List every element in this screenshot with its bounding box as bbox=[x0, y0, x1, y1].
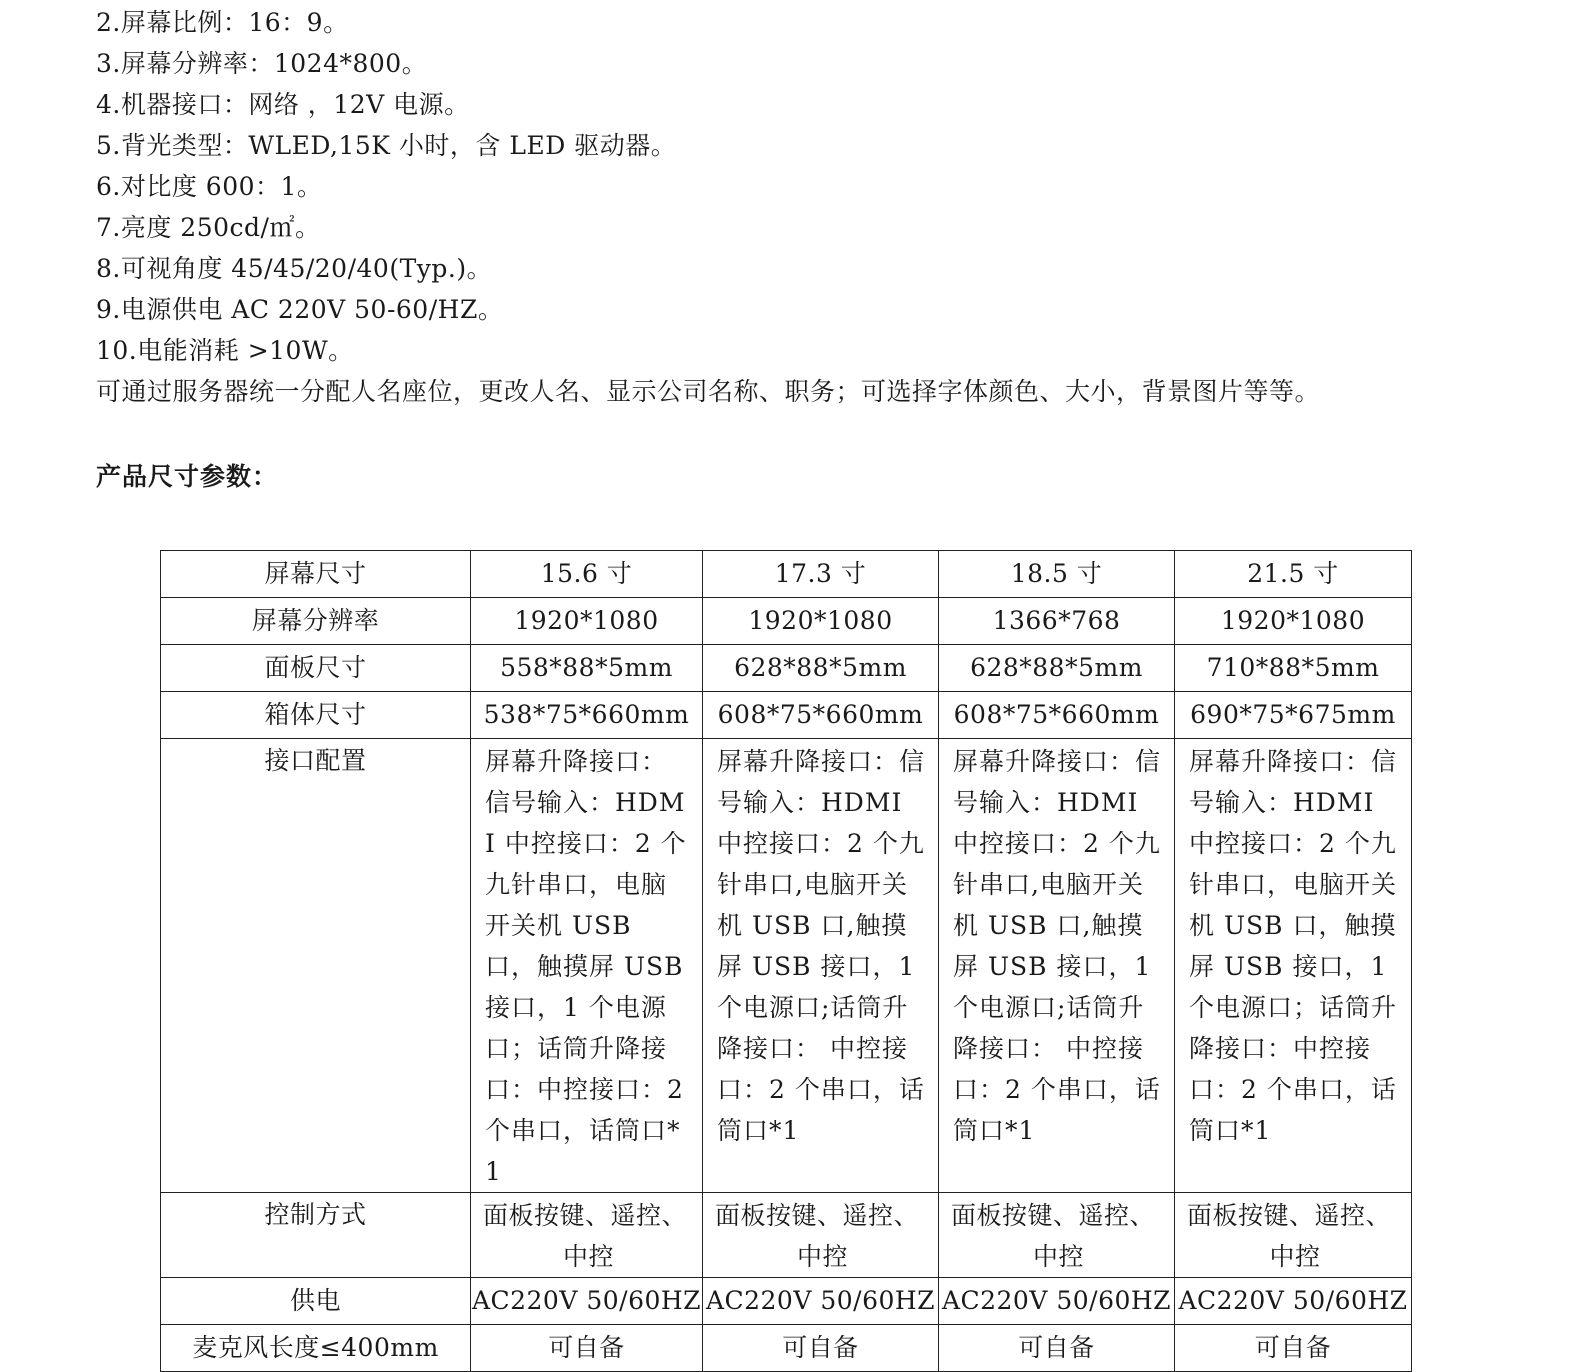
table-row bbox=[161, 645, 1412, 692]
table-cell: 箱体尺寸 bbox=[161, 692, 471, 739]
table-cell: 18.5 寸 bbox=[939, 551, 1175, 598]
table-cell: 17.3 寸 bbox=[703, 551, 939, 598]
spec-viewing-angle: 8.可视角度 45/45/20/40(Typ.)。 bbox=[96, 254, 493, 283]
table-cell: 可自备 bbox=[1175, 1325, 1412, 1372]
control-line: 面板按键、遥控、 bbox=[951, 1201, 1156, 1230]
spec-power-supply: 9.电源供电 AC 220V 50-60/HZ。 bbox=[96, 295, 504, 324]
spec-ratio: 2.屏幕比例：16：9。 bbox=[96, 8, 349, 37]
table-header-row bbox=[161, 551, 1412, 598]
table-cell: 21.5 寸 bbox=[1175, 551, 1412, 598]
table-row-interface bbox=[161, 739, 1412, 1193]
control-line: 中控 bbox=[1269, 1242, 1321, 1271]
table-cell: 1920*1080 bbox=[703, 598, 939, 645]
table-cell: 628*88*5mm bbox=[703, 645, 939, 692]
table-cell: 558*88*5mm bbox=[471, 645, 703, 692]
table-cell: 608*75*660mm bbox=[703, 692, 939, 739]
table-cell: AC220V 50/60HZ bbox=[471, 1278, 703, 1325]
dimensions-table bbox=[160, 550, 1412, 1372]
table-cell bbox=[703, 1193, 939, 1278]
table-row-power bbox=[161, 1278, 1412, 1325]
table-cell: 可自备 bbox=[939, 1325, 1175, 1372]
table-cell: 屏幕升降接口：信号输入：HDMI 中控接口：2 个九针串口,电脑开关机 USB 口,触摸屏 USB 接口，1 个电源口;话筒升降接口： 中控接口：2 个串口，话筒口*1 bbox=[703, 739, 939, 1193]
table-cell: 供电 bbox=[161, 1278, 471, 1325]
control-line: 面板按键、遥控、 bbox=[715, 1201, 920, 1230]
table-cell: 608*75*660mm bbox=[939, 692, 1175, 739]
table-cell: 538*75*660mm bbox=[471, 692, 703, 739]
control-line: 面板按键、遥控、 bbox=[1187, 1201, 1392, 1230]
spec-ports: 4.机器接口：网络 ，12V 电源。 bbox=[96, 90, 470, 119]
table-cell: 1920*1080 bbox=[1175, 598, 1412, 645]
control-line: 面板按键、遥控、 bbox=[483, 1201, 688, 1230]
table-cell: 接口配置 bbox=[161, 739, 471, 1193]
spec-backlight: 5.背光类型：WLED,15K 小时，含 LED 驱动器。 bbox=[96, 131, 677, 160]
spec-brightness: 7.亮度 250cd/㎡。 bbox=[96, 213, 321, 242]
table-cell bbox=[939, 1193, 1175, 1278]
table-cell: 屏幕升降接口：信号输入：HDMI 中控接口：2 个九针串口，电脑开关机 USB 口，触摸屏 USB 接口，1 个电源口；话筒升降接口：中控接口：2 个串口，话筒口*1 bbox=[471, 739, 703, 1193]
table-cell: 690*75*675mm bbox=[1175, 692, 1412, 739]
table-cell: 屏幕尺寸 bbox=[161, 551, 471, 598]
table-cell: 麦克风长度≤400mm bbox=[161, 1325, 471, 1372]
control-line: 中控 bbox=[1032, 1242, 1084, 1271]
table-cell: 屏幕升降接口：信号输入：HDMI 中控接口：2 个九针串口,电脑开关机 USB 口,触摸屏 USB 接口，1 个电源口;话筒升降接口： 中控接口：2 个串口，话筒口*1 bbox=[939, 739, 1175, 1193]
control-line: 中控 bbox=[796, 1242, 848, 1271]
table-cell bbox=[1175, 1193, 1412, 1278]
table-cell: 1920*1080 bbox=[471, 598, 703, 645]
table-cell: 屏幕升降接口：信号输入：HDMI 中控接口：2 个九针串口，电脑开关机 USB 口，触摸屏 USB 接口，1 个电源口；话筒升降接口：中控接口：2 个串口，话筒口*1 bbox=[1175, 739, 1412, 1193]
spec-contrast: 6.对比度 600：1。 bbox=[96, 172, 323, 201]
table-cell: 710*88*5mm bbox=[1175, 645, 1412, 692]
table-cell: AC220V 50/60HZ bbox=[939, 1278, 1175, 1325]
table-cell: 可自备 bbox=[471, 1325, 703, 1372]
table-cell bbox=[471, 1193, 703, 1278]
spec-list bbox=[96, 2, 1536, 412]
table-cell: 控制方式 bbox=[161, 1193, 471, 1278]
table-row bbox=[161, 692, 1412, 739]
table-cell: 628*88*5mm bbox=[939, 645, 1175, 692]
table-cell: 屏幕分辨率 bbox=[161, 598, 471, 645]
table-cell: 可自备 bbox=[703, 1325, 939, 1372]
table-row-mic bbox=[161, 1325, 1412, 1372]
table-cell: 1366*768 bbox=[939, 598, 1175, 645]
spec-resolution: 3.屏幕分辨率：1024*800。 bbox=[96, 49, 428, 78]
table-cell: AC220V 50/60HZ bbox=[1175, 1278, 1412, 1325]
spec-power-consumption: 10.电能消耗 >10W。 bbox=[96, 336, 354, 365]
table-cell: AC220V 50/60HZ bbox=[703, 1278, 939, 1325]
table-cell: 15.6 寸 bbox=[471, 551, 703, 598]
table-row bbox=[161, 598, 1412, 645]
table-cell: 面板尺寸 bbox=[161, 645, 471, 692]
control-line: 中控 bbox=[562, 1242, 614, 1271]
spec-server-note: 可通过服务器统一分配人名座位，更改人名、显示公司名称、职务；可选择字体颜色、大小，背景图片等等。 bbox=[96, 377, 1321, 406]
section-title: 产品尺寸参数： bbox=[96, 462, 279, 491]
table-row-control bbox=[161, 1193, 1412, 1278]
